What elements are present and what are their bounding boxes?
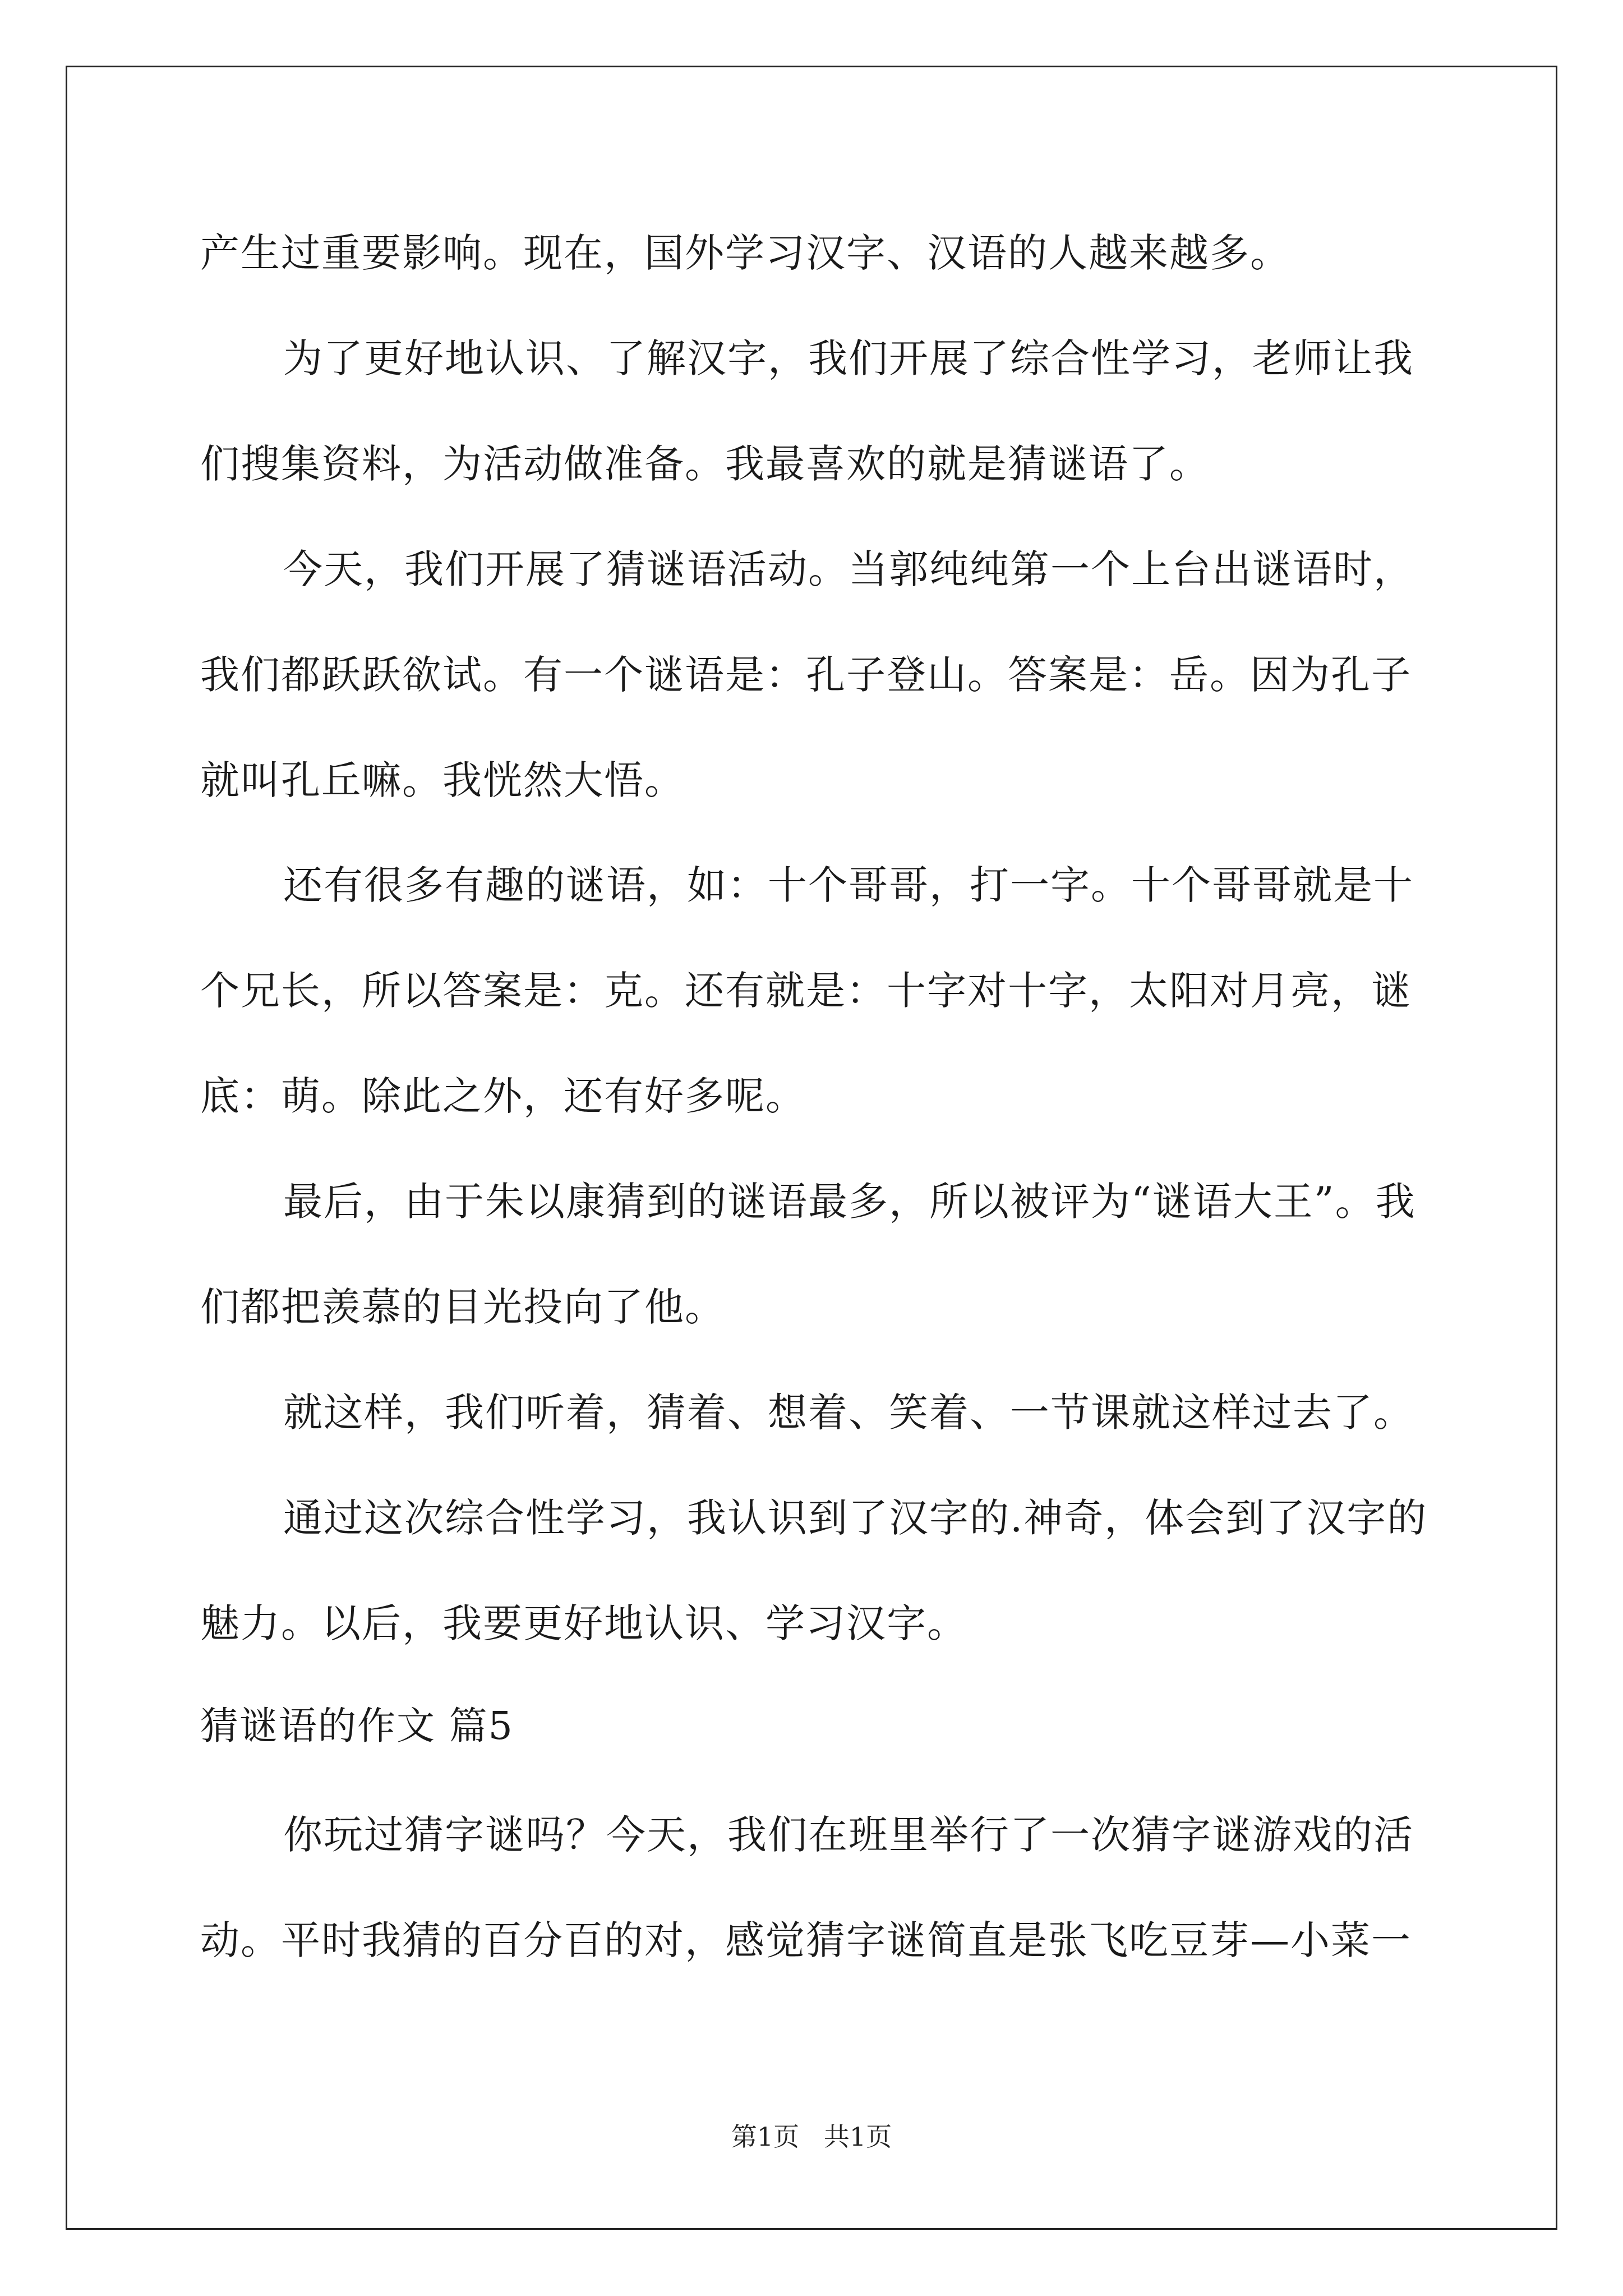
page-border bbox=[66, 66, 1557, 2230]
body-text-line: 为了更好地认识、了解汉字，我们开展了综合性学习，老师让我 bbox=[283, 335, 1414, 381]
section-heading: 猜谜语的作文 篇5 bbox=[200, 1704, 514, 1749]
body-text-line: 动。平时我猜的百分百的对，感觉猜字谜简直是张飞吃豆芽—小菜一 bbox=[200, 1917, 1412, 1963]
body-text-line: 就这样，我们听着，猜着、想着、笑着、一节课就这样过去了。 bbox=[283, 1389, 1414, 1435]
body-text-line: 我们都跃跃欲试。有一个谜语是：孔子登山。答案是：岳。因为孔子 bbox=[200, 652, 1412, 698]
body-text-line: 魅力。以后，我要更好地认识、学习汉字。 bbox=[200, 1600, 967, 1646]
body-text-line: 就叫孔丘嘛。我恍然大悟。 bbox=[200, 757, 685, 803]
body-text-line: 底：萌。除此之外，还有好多呢。 bbox=[200, 1073, 806, 1119]
body-text-line: 还有很多有趣的谜语，如：十个哥哥，打一字。十个哥哥就是十 bbox=[283, 862, 1414, 908]
body-text-line: 们都把羡慕的目光投向了他。 bbox=[200, 1284, 725, 1330]
body-text-line: 个兄长，所以答案是：克。还有就是：十字对十字，太阳对月亮，谜 bbox=[200, 968, 1412, 1014]
page-footer: 第1页 共1页 bbox=[731, 2122, 892, 2152]
body-text-line: 今天，我们开展了猜谜语活动。当郭纯纯第一个上台出谜语时， bbox=[283, 546, 1414, 592]
body-text-line: 你玩过猜字谜吗？今天，我们在班里举行了一次猜字谜游戏的活 bbox=[283, 1812, 1414, 1858]
body-text-line: 们搜集资料，为活动做准备。我最喜欢的就是猜谜语了。 bbox=[200, 441, 1210, 487]
body-text-line: 最后，由于朱以康猜到的谜语最多，所以被评为“谜语大王”。我 bbox=[283, 1179, 1416, 1225]
body-text-line: 通过这次综合性学习，我认识到了汉字的.神奇，体会到了汉字的 bbox=[283, 1495, 1428, 1541]
body-text-line: 产生过重要影响。现在，国外学习汉字、汉语的人越来越多。 bbox=[200, 230, 1290, 276]
